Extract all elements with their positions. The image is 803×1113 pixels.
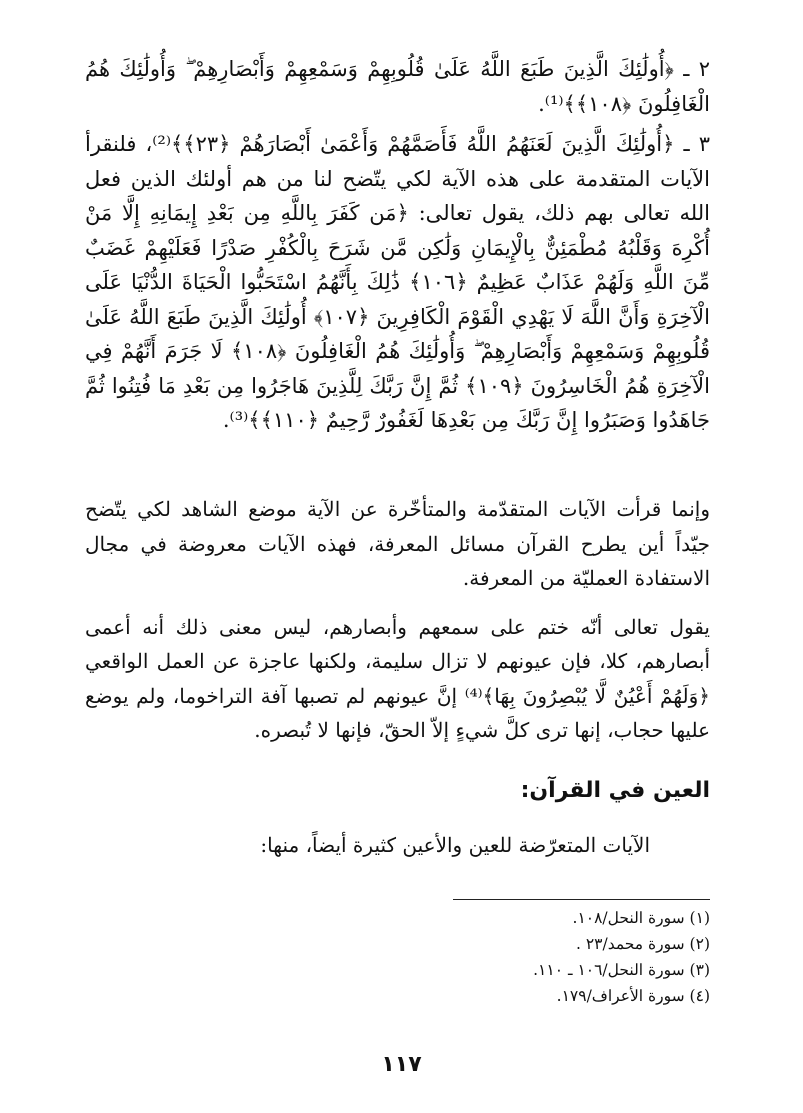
list-intro-block bbox=[85, 828, 710, 863]
footnotes bbox=[290, 905, 710, 1009]
paragraph-list-intro: الآيات المتعرّضة للعين والأعين كثيرة أيضاً، منها: bbox=[260, 833, 650, 857]
paragraph-item-2: ٢ ـ ﴿أُولَٰئِكَ الَّذِينَ طَبَعَ اللَّهُ عَلَىٰ قُلُوبِهِمْ وَسَمْعِهِمْ وَأَبْصَارِهِمْ ۖ وَأُولَٰئِكَ هُمُ الْغَافِلُونَ ﴿١٠٨﴾﴾⁽¹⁾. bbox=[85, 57, 710, 116]
footnote-3: (٣) سورة النحل/١٠٦ ـ ١١٠. bbox=[533, 961, 710, 979]
footnote-divider bbox=[453, 899, 710, 900]
body-block bbox=[85, 492, 710, 748]
section-heading: العين في القرآن: bbox=[520, 778, 710, 803]
page-number: ١١٧ bbox=[381, 1052, 422, 1077]
paragraph-sealing: يقول تعالى أنّه ختم على سمعهم وأبصارهم، ليس معنى ذلك أنه أعمى أبصارهم، كلا، فإن عيونهم لا تزال سليمة، ولكنها عاجزة عن العمل الواقعي ﴿وَلَهُمْ أَعْيُنٌ لَّا يُبْصِرُونَ بِهَا﴾⁽⁴⁾ إنَّ عيونهم لم تصبها آفة التراخوما، ولم يوضع عليها حجاب، إنها ترى كلَّ شيءٍ إلاّ الحقّ، فإنها لا تُبصره. bbox=[85, 614, 710, 742]
paragraph-item-3: ٣ ـ ﴿أُولَٰئِكَ الَّذِينَ لَعَنَهُمُ اللَّهُ فَأَصَمَّهُمْ وَأَعْمَىٰ أَبْصَارَهُمْ ﴿٢٣﴾﴾⁽²⁾، فلنقرأ الآيات المتقدمة على هذه الآية لكي يتّضح لنا من هم أولئك الذين فعل الله تعالى بهم ذلك، يقول تعالى: ﴿مَن كَفَرَ بِاللَّهِ مِن بَعْدِ إِيمَانِهِ إِلَّا مَنْ أُكْرِهَ وَقَلْبُهُ مُطْمَئِنٌّ بِالْإِيمَانِ وَلَٰكِن مَّن شَرَحَ بِالْكُفْرِ صَدْرًا فَعَلَيْهِمْ غَضَبٌ مِّنَ اللَّهِ وَلَهُمْ عَذَابٌ عَظِيمٌ ﴿١٠٦﴾ ذَٰلِكَ بِأَنَّهُمُ اسْتَحَبُّوا الْحَيَاةَ الدُّنْيَا عَلَى الْآخِرَةِ وَأَنَّ اللَّهَ لَا يَهْدِي الْقَوْمَ الْكَافِرِينَ ﴿١٠٧﴾ أُولَٰئِكَ الَّذِينَ طَبَعَ اللَّهُ عَلَىٰ قُلُوبِهِمْ وَسَمْعِهِمْ وَأَبْصَارِهِمْ ۖ وَأُولَٰئِكَ هُمُ الْغَافِلُونَ ﴿١٠٨﴾ لَا جَرَمَ أَنَّهُمْ فِي الْآخِرَةِ هُمُ الْخَاسِرُونَ ﴿١٠٩﴾ ثُمَّ إِنَّ رَبَّكَ لِلَّذِينَ هَاجَرُوا مِن بَعْدِ مَا فُتِنُوا ثُمَّ جَاهَدُوا وَصَبَرُوا إِنَّ رَبَّكَ مِن بَعْدِهَا لَغَفُورٌ رَّحِيمٌ ﴿١١٠﴾﴾⁽³⁾. bbox=[85, 132, 711, 432]
footnote-1: (١) سورة النحل/١٠٨. bbox=[572, 909, 710, 927]
verses-block bbox=[85, 52, 710, 438]
footnote-4: (٤) سورة الأعراف/١٧٩. bbox=[556, 987, 710, 1005]
paragraph-reading: وإنما قرأت الآيات المتقدّمة والمتأخّرة عن الآية موضع الشاهد لكي يتّضح جيّداً أين يطرح القرآن مسائل المعرفة، فهذه الآيات معروضة في مجال الاستفادة العمليّة من المعرفة. bbox=[85, 497, 710, 590]
footnote-2: (٢) سورة محمد/٢٣ . bbox=[575, 935, 710, 953]
